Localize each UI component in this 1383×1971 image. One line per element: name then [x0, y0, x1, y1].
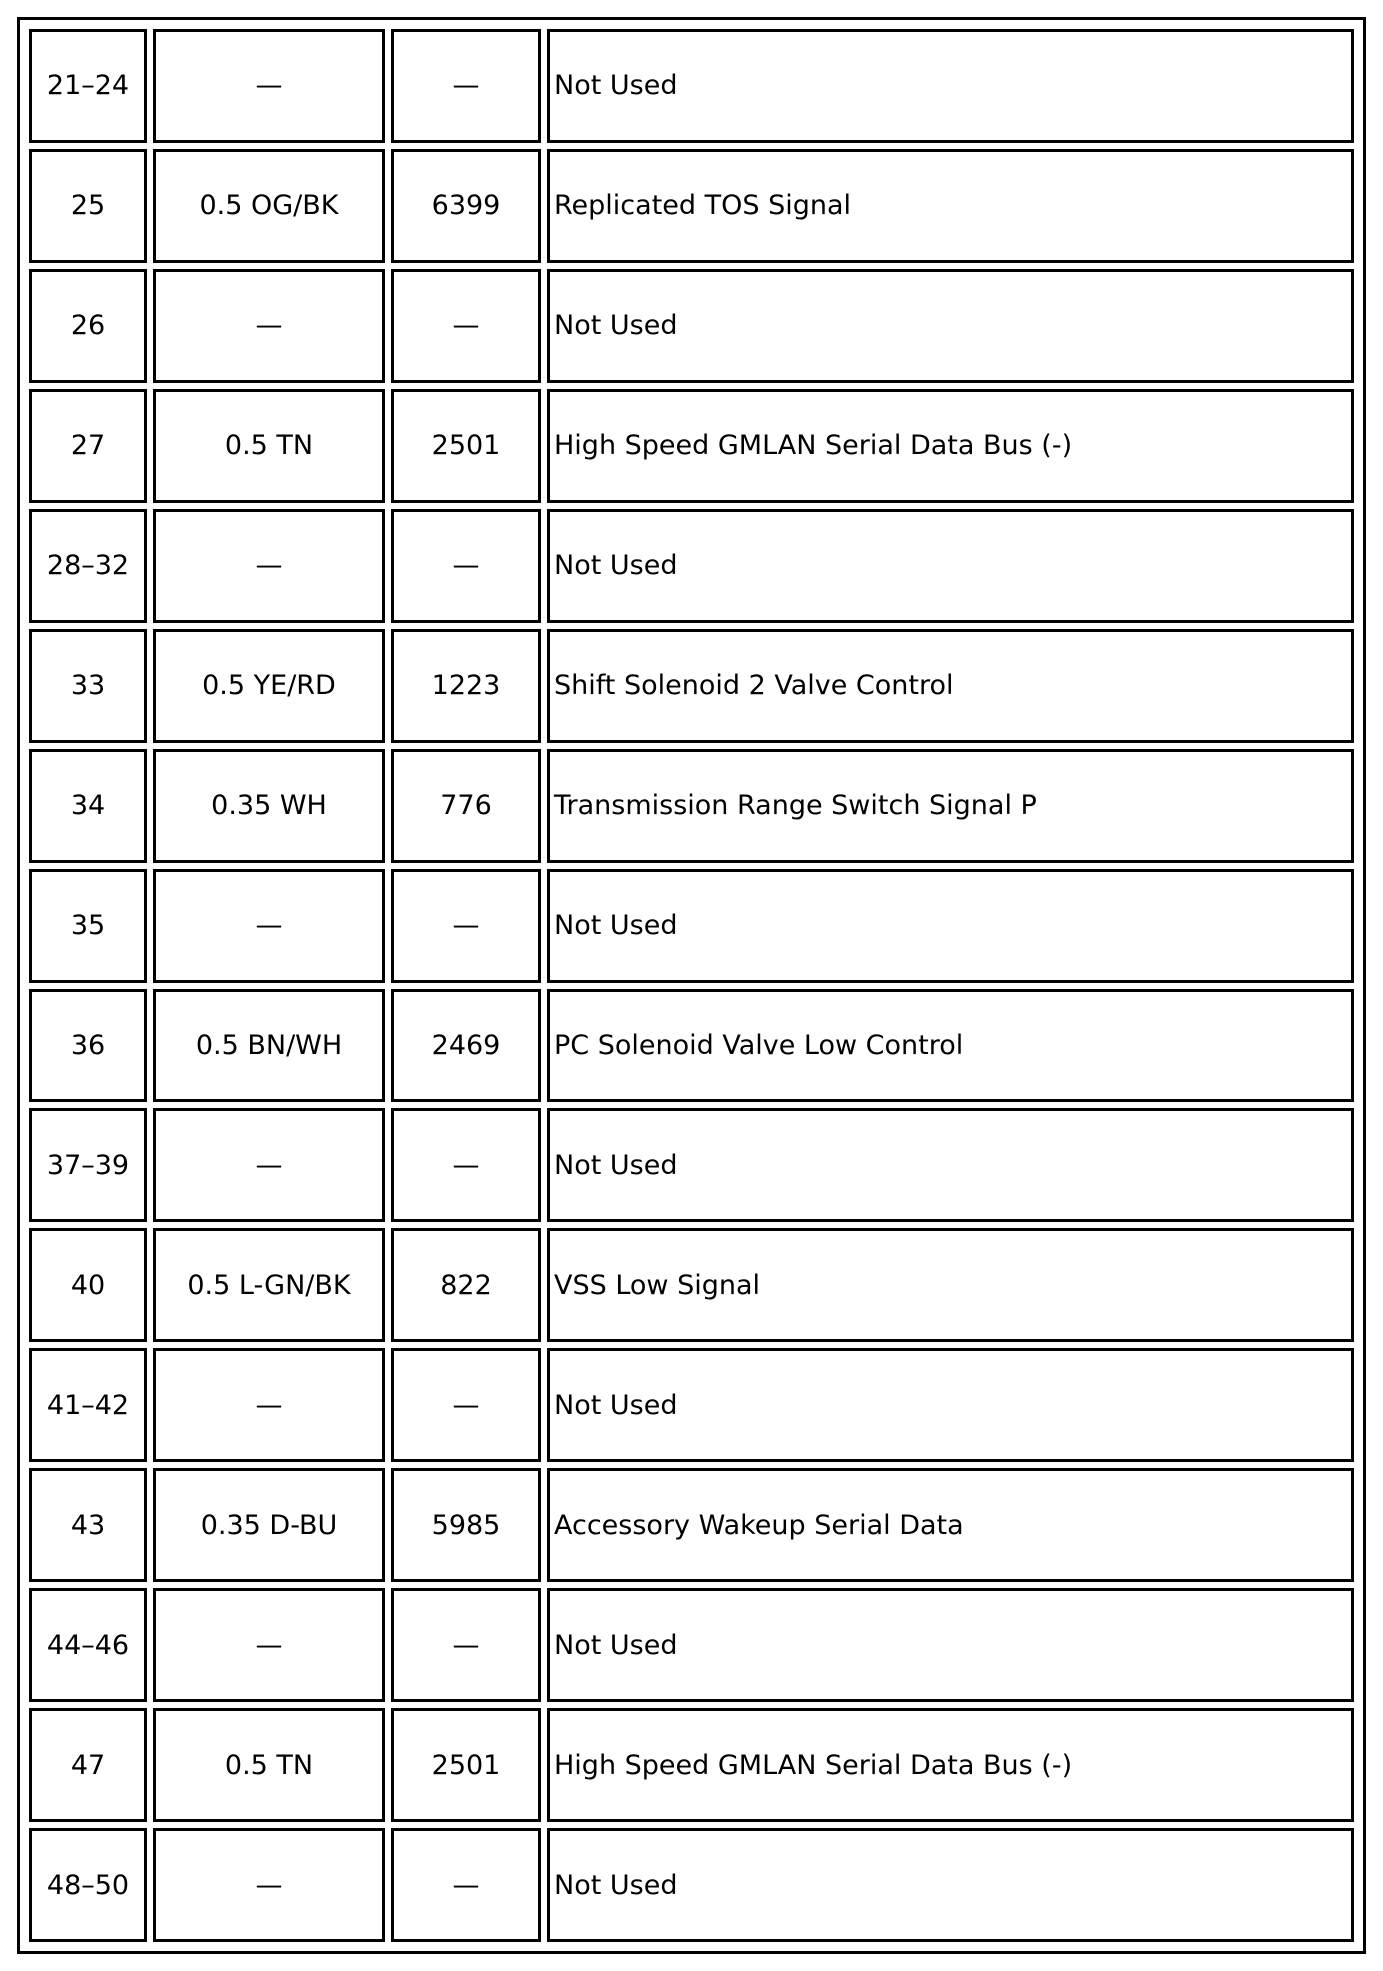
- circuit-number-cell: 2469: [391, 989, 541, 1103]
- pin-cell: 40: [29, 1228, 147, 1342]
- wire-size-color-cell: 0.35 D-BU: [153, 1468, 385, 1582]
- circuit-number-cell: —: [391, 1348, 541, 1462]
- wire-size-color-cell: 0.5 TN: [153, 389, 385, 503]
- pin-cell: 33: [29, 629, 147, 743]
- pin-cell: 35: [29, 869, 147, 983]
- function-cell: Transmission Range Switch Signal P: [547, 749, 1354, 863]
- table-row: [29, 149, 1354, 263]
- function-cell: Not Used: [547, 269, 1354, 383]
- table-row: [29, 869, 1354, 983]
- wire-size-color-cell: —: [153, 1108, 385, 1222]
- table-row: [29, 29, 1354, 143]
- circuit-number-cell: —: [391, 1108, 541, 1222]
- circuit-number-cell: —: [391, 869, 541, 983]
- function-cell: Not Used: [547, 1348, 1354, 1462]
- table-row: [29, 749, 1354, 863]
- function-cell: VSS Low Signal: [547, 1228, 1354, 1342]
- pin-cell: 21–24: [29, 29, 147, 143]
- wire-size-color-cell: 0.5 TN: [153, 1708, 385, 1822]
- wire-size-color-cell: 0.5 YE/RD: [153, 629, 385, 743]
- circuit-number-cell: —: [391, 509, 541, 623]
- pin-cell: 36: [29, 989, 147, 1103]
- function-cell: Not Used: [547, 1588, 1354, 1702]
- wire-size-color-cell: —: [153, 1348, 385, 1462]
- wire-size-color-cell: —: [153, 509, 385, 623]
- pinout-table: [23, 23, 1360, 1948]
- function-cell: Not Used: [547, 1828, 1354, 1942]
- function-cell: Not Used: [547, 29, 1354, 143]
- connector-pinout-sheet: [17, 17, 1366, 1954]
- table-row: [29, 509, 1354, 623]
- pinout-table-body: [29, 29, 1354, 1942]
- pin-cell: 25: [29, 149, 147, 263]
- function-cell: High Speed GMLAN Serial Data Bus (-): [547, 1708, 1354, 1822]
- wire-size-color-cell: 0.5 BN/WH: [153, 989, 385, 1103]
- table-row: [29, 1108, 1354, 1222]
- pin-cell: 44–46: [29, 1588, 147, 1702]
- pin-cell: 28–32: [29, 509, 147, 623]
- circuit-number-cell: 2501: [391, 1708, 541, 1822]
- circuit-number-cell: 822: [391, 1228, 541, 1342]
- table-row: [29, 1228, 1354, 1342]
- circuit-number-cell: —: [391, 269, 541, 383]
- function-cell: Not Used: [547, 509, 1354, 623]
- table-row: [29, 1348, 1354, 1462]
- pin-cell: 37–39: [29, 1108, 147, 1222]
- function-cell: PC Solenoid Valve Low Control: [547, 989, 1354, 1103]
- circuit-number-cell: —: [391, 29, 541, 143]
- function-cell: Not Used: [547, 869, 1354, 983]
- circuit-number-cell: —: [391, 1588, 541, 1702]
- pin-cell: 48–50: [29, 1828, 147, 1942]
- circuit-number-cell: 776: [391, 749, 541, 863]
- function-cell: Shift Solenoid 2 Valve Control: [547, 629, 1354, 743]
- circuit-number-cell: —: [391, 1828, 541, 1942]
- wire-size-color-cell: —: [153, 1588, 385, 1702]
- pin-cell: 47: [29, 1708, 147, 1822]
- pin-cell: 43: [29, 1468, 147, 1582]
- wire-size-color-cell: —: [153, 269, 385, 383]
- pin-cell: 26: [29, 269, 147, 383]
- circuit-number-cell: 5985: [391, 1468, 541, 1582]
- function-cell: Not Used: [547, 1108, 1354, 1222]
- pin-cell: 41–42: [29, 1348, 147, 1462]
- table-row: [29, 1468, 1354, 1582]
- function-cell: Accessory Wakeup Serial Data: [547, 1468, 1354, 1582]
- table-row: [29, 1588, 1354, 1702]
- circuit-number-cell: 2501: [391, 389, 541, 503]
- wire-size-color-cell: —: [153, 1828, 385, 1942]
- table-row: [29, 389, 1354, 503]
- function-cell: High Speed GMLAN Serial Data Bus (-): [547, 389, 1354, 503]
- wire-size-color-cell: 0.5 L-GN/BK: [153, 1228, 385, 1342]
- circuit-number-cell: 6399: [391, 149, 541, 263]
- table-row: [29, 629, 1354, 743]
- function-cell: Replicated TOS Signal: [547, 149, 1354, 263]
- pin-cell: 34: [29, 749, 147, 863]
- wire-size-color-cell: —: [153, 869, 385, 983]
- pin-cell: 27: [29, 389, 147, 503]
- table-row: [29, 989, 1354, 1103]
- wire-size-color-cell: 0.5 OG/BK: [153, 149, 385, 263]
- wire-size-color-cell: —: [153, 29, 385, 143]
- wire-size-color-cell: 0.35 WH: [153, 749, 385, 863]
- table-row: [29, 1708, 1354, 1822]
- table-row: [29, 1828, 1354, 1942]
- table-row: [29, 269, 1354, 383]
- circuit-number-cell: 1223: [391, 629, 541, 743]
